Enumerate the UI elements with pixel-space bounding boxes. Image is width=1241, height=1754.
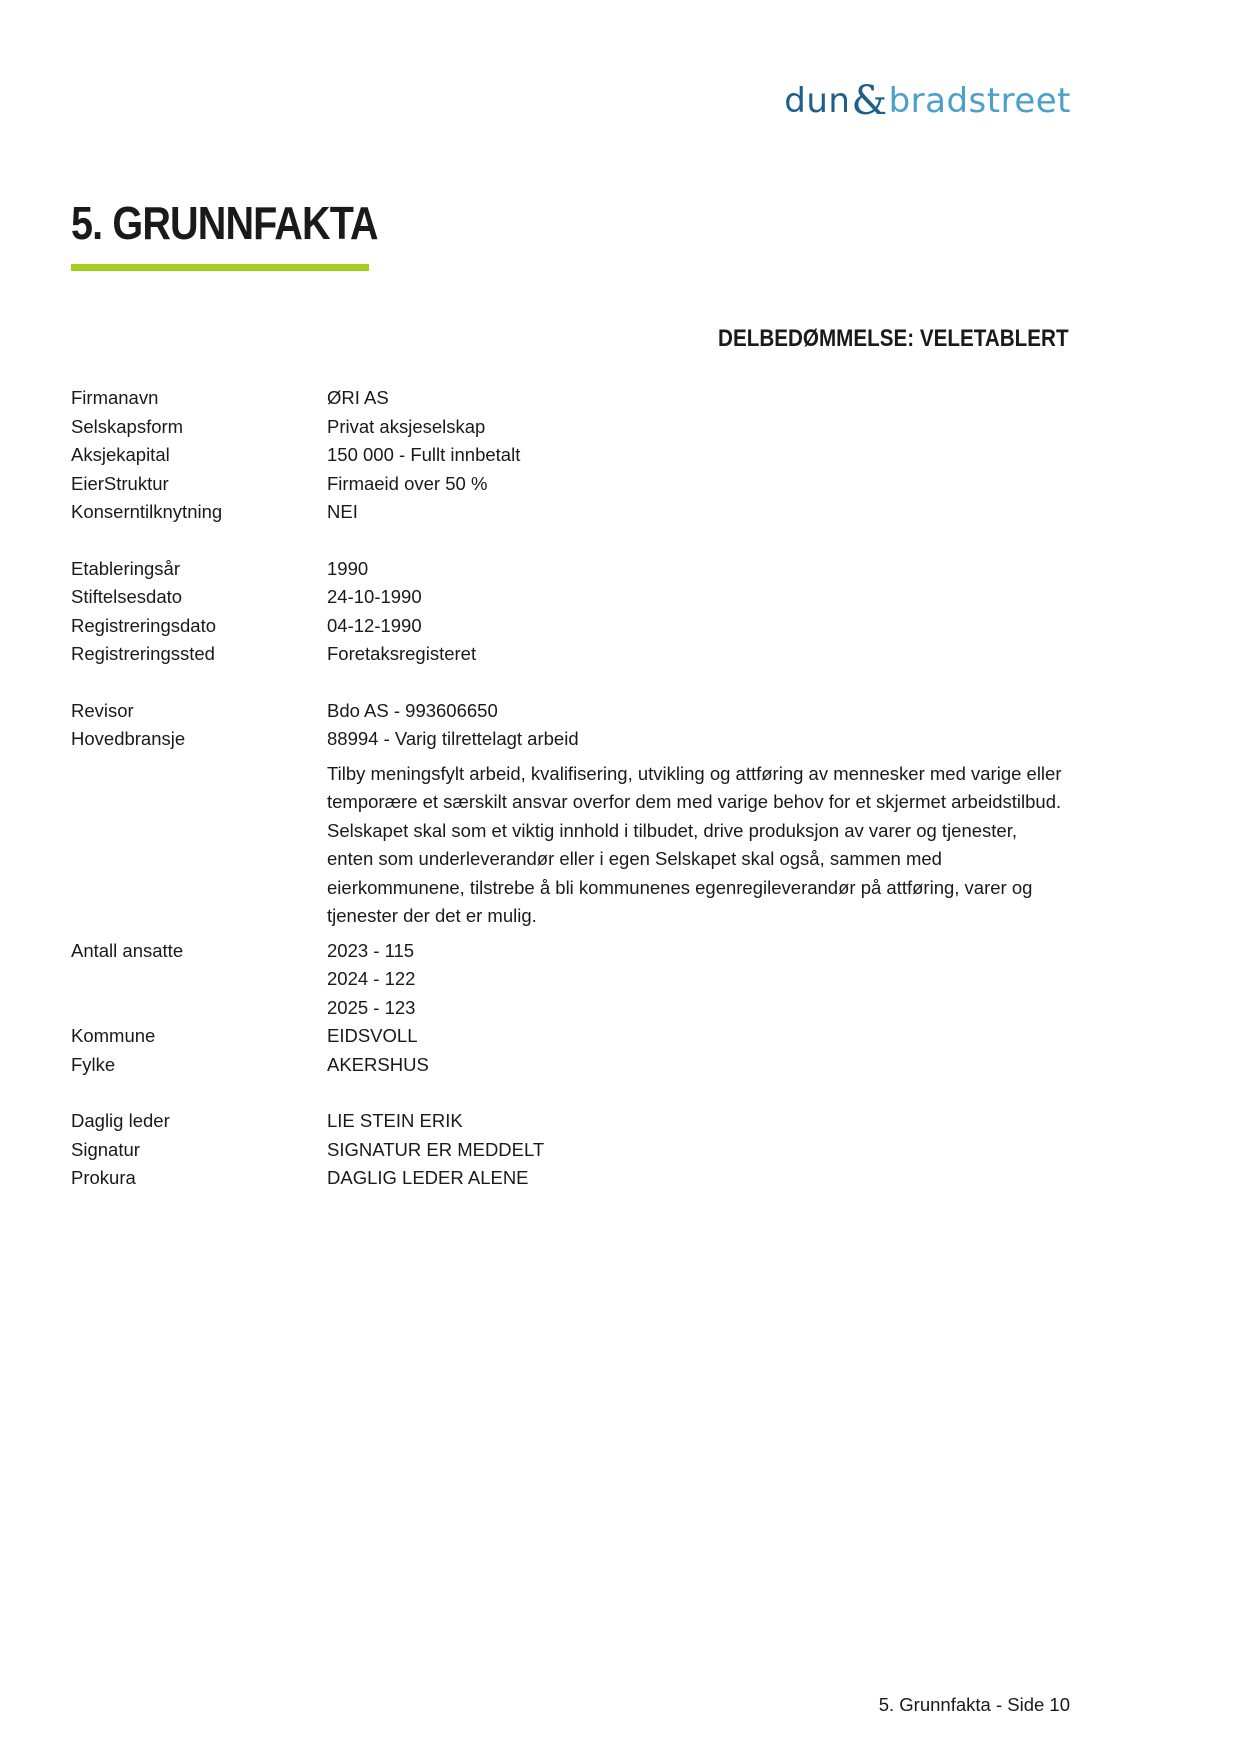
fact-row-prokura (71, 1164, 1071, 1193)
fact-value: 88994 - Varig tilrettelagt arbeid (327, 728, 579, 749)
fact-row-stiftelsesdato (71, 583, 1071, 612)
fact-row-aksjekapital (71, 441, 1071, 470)
facts-table (71, 384, 1071, 1193)
fact-label: EierStruktur (71, 472, 169, 494)
spacer (71, 1079, 1071, 1107)
employee-count-2023: 2023 - 115 (327, 939, 415, 961)
fact-row-etableringsar (71, 555, 1071, 584)
employee-count-2025: 2025 - 123 (327, 996, 416, 1018)
fact-label: Hovedbransje (71, 728, 186, 749)
fact-row-antall-ansatte (71, 937, 1071, 1023)
fact-label: Selskapsform (71, 415, 184, 437)
fact-label: Registreringsdato (71, 614, 216, 636)
fact-label: Antall ansatte (71, 939, 184, 961)
fact-value: NEI (327, 501, 358, 522)
fact-value: Privat aksjeselskap (327, 415, 486, 437)
fact-value: Foretaksregisteret (327, 643, 477, 664)
fact-label: Prokura (71, 1167, 136, 1188)
spacer (71, 527, 1071, 555)
page-footer: 5. Grunnfakta - Side 10 (878, 1694, 1070, 1715)
fact-row-kommune (71, 1022, 1071, 1051)
title-underline (71, 264, 369, 271)
fact-value: EIDSVOLL (327, 1025, 418, 1046)
fact-label: Daglig leder (71, 1110, 170, 1131)
fact-label: Firmanavn (71, 387, 159, 408)
fact-row-fylke (71, 1051, 1071, 1080)
fact-value: DAGLIG LEDER ALENE (327, 1167, 529, 1188)
fact-row-firmanavn (71, 384, 1071, 413)
fact-value (327, 937, 1071, 1023)
fact-row-hovedbransje (71, 725, 1071, 754)
spacer (71, 669, 1071, 697)
fact-row-registreringssted (71, 640, 1071, 669)
fact-value: 150 000 - Fullt innbetalt (327, 444, 521, 465)
fact-row-selskapsform (71, 413, 1071, 442)
section-title: 5. GRUNNFAKTA (71, 197, 378, 249)
fact-label: Registreringssted (71, 643, 215, 664)
fact-label: Stiftelsesdato (71, 586, 183, 607)
fact-value: LIE STEIN ERIK (327, 1110, 463, 1131)
fact-value: ØRI AS (327, 387, 389, 408)
fact-row-konserntilknytning (71, 498, 1071, 527)
logo-text-bradstreet: bradstreet (888, 81, 1071, 121)
fact-value: 1990 (327, 557, 369, 579)
fact-row-eierstruktur (71, 470, 1071, 499)
fact-label: Aksjekapital (71, 444, 170, 465)
fact-value: Firmaeid over 50 % (327, 472, 488, 494)
fact-label: Etableringsår (71, 557, 181, 579)
fact-value: SIGNATUR ER MEDDELT (327, 1138, 545, 1160)
fact-label: Konserntilknytning (71, 501, 223, 522)
fact-value: 04-12-1990 (327, 614, 422, 636)
logo-text-dun: dun (784, 81, 851, 121)
fact-label: Revisor (71, 699, 134, 721)
fact-row-registreringsdato (71, 612, 1071, 641)
fact-label: Signatur (71, 1138, 140, 1160)
fact-row-daglig-leder (71, 1107, 1071, 1136)
fact-value: AKERSHUS (327, 1053, 429, 1075)
employee-count-2024: 2024 - 122 (327, 968, 416, 989)
fact-label: Fylke (71, 1053, 116, 1075)
fact-row-revisor (71, 697, 1071, 726)
fact-row-signatur (71, 1136, 1071, 1165)
business-purpose-text: Tilby meningsfylt arbeid, kvalifisering, utvikling og attføring av mennesker med varige eller temporære et særskilt ansvar overfor dem med varige behov for et skjermet arbeidstilbud. Selskapet skal som et viktig innhold i tilbudet, drive produksjon av varer og tjenester, enten som underleverandør eller i egen Selskapet skal også, sammen med eierkommunene, tilstrebe å bli kommunenes egenregileverandør på attføring, varer og tjenester der det er mulig. (327, 762, 1062, 926)
fact-value: Bdo AS - 993606650 (327, 699, 498, 721)
dun-bradstreet-logo (784, 78, 1071, 124)
logo-ampersand: & (851, 78, 888, 124)
fact-value: 24-10-1990 (327, 586, 422, 607)
fact-label: Kommune (71, 1025, 156, 1046)
assessment-heading: DELBEDØMMELSE: VELETABLERT (718, 325, 1069, 352)
